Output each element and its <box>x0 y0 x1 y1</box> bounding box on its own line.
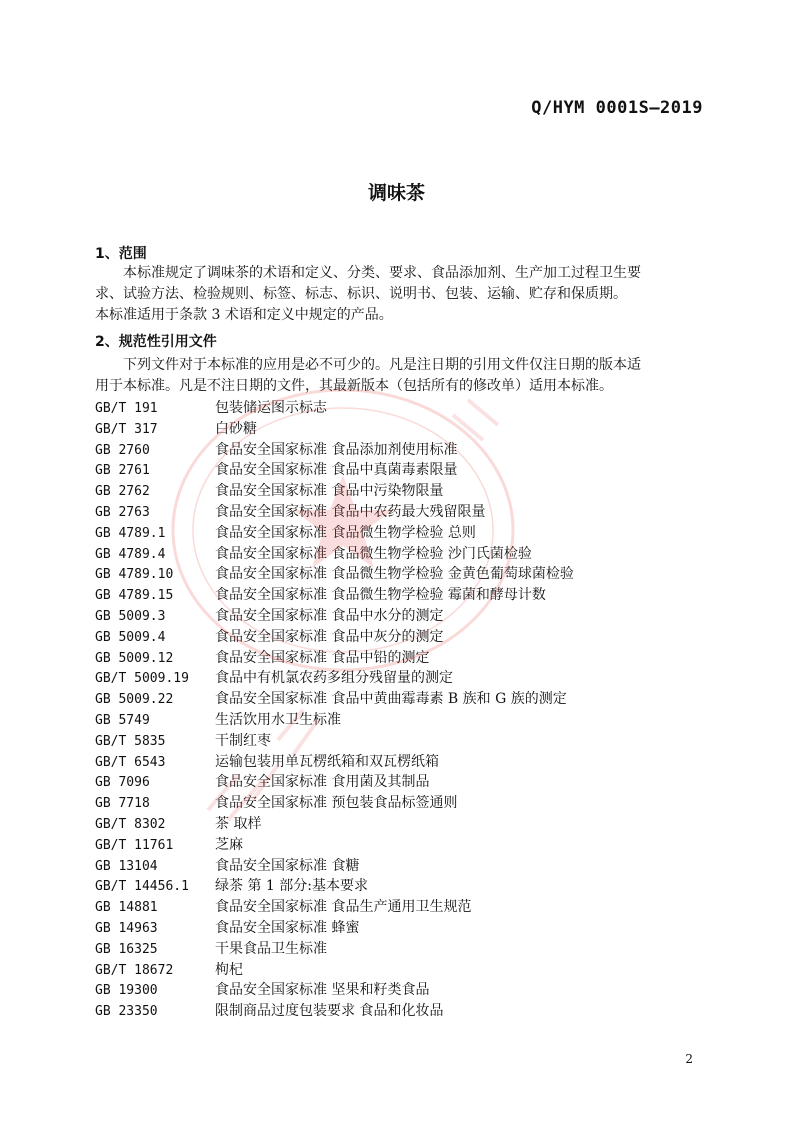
reference-title: 食品安全国家标准 蜂蜜 <box>215 919 360 936</box>
reference-title: 茶 取样 <box>215 815 262 832</box>
reference-title: 食品安全国家标准 食品添加剂使用标准 <box>215 441 458 458</box>
reference-code: GB 19300 <box>95 983 158 999</box>
reference-code: GB 5749 <box>95 712 150 728</box>
reference-title: 食品安全国家标准 食品微生物学检验 沙门氏菌检验 <box>215 545 532 562</box>
reference-code: GB/T 6543 <box>95 754 166 770</box>
reference-code: GB 5009.4 <box>95 629 166 645</box>
reference-title: 生活饮用水卫生标准 <box>215 711 341 728</box>
reference-title: 食品安全国家标准 食品中水分的测定 <box>215 607 444 624</box>
reference-code: GB 2760 <box>95 442 150 458</box>
reference-row <box>95 460 715 481</box>
reference-row <box>95 772 715 793</box>
reference-title: 食品安全国家标准 食品微生物学检验 金黄色葡萄球菌检验 <box>215 566 574 583</box>
reference-code: GB 4789.4 <box>95 546 166 562</box>
scope-line-2: 求、试验方法、检验规则、标签、标志、标识、说明书、包装、运输、贮存和保质期。 <box>95 286 627 302</box>
reference-code: GB 2763 <box>95 504 150 520</box>
reference-title: 白砂糖 <box>215 420 257 437</box>
reference-row <box>95 502 715 523</box>
document-title: 调味茶 <box>367 182 425 204</box>
reference-code: GB 23350 <box>95 1004 158 1020</box>
reference-title: 干果食品卫生标准 <box>215 940 327 957</box>
reference-row <box>95 689 715 710</box>
reference-code: GB/T 18672 <box>95 962 174 978</box>
reference-row <box>95 1001 715 1022</box>
reference-code: GB 14963 <box>95 920 158 936</box>
reference-title: 食品安全国家标准 食用菌及其制品 <box>215 774 430 791</box>
reference-code: GB 5009.22 <box>95 692 174 708</box>
reference-title: 食品安全国家标准 预包装食品标签通则 <box>215 795 458 812</box>
reference-row <box>95 564 715 585</box>
reference-code: GB 2761 <box>95 463 150 479</box>
reference-code: GB/T 14456.1 <box>95 879 189 895</box>
section-heading-normative: 2、规范性引用文件 <box>95 334 217 350</box>
reference-title: 食品安全国家标准 食品中灰分的测定 <box>215 628 444 645</box>
reference-row <box>95 939 715 960</box>
reference-code: GB/T 5835 <box>95 733 166 749</box>
reference-code: GB/T 8302 <box>95 816 166 832</box>
reference-title: 食品安全国家标准 食品中农药最大残留限量 <box>215 503 486 520</box>
reference-row <box>95 440 715 461</box>
reference-row <box>95 523 715 544</box>
reference-row <box>95 793 715 814</box>
reference-code: GB 13104 <box>95 858 158 874</box>
reference-code: GB 7718 <box>95 796 150 812</box>
reference-code: GB 5009.12 <box>95 650 174 666</box>
reference-code: GB 5009.3 <box>95 608 166 624</box>
reference-title: 干制红枣 <box>215 732 271 749</box>
page-number: 2 <box>685 1052 693 1066</box>
reference-row <box>95 398 715 419</box>
reference-code: GB 4789.1 <box>95 525 166 541</box>
reference-title: 食品中有机氯农药多组分残留量的测定 <box>215 670 453 687</box>
reference-row <box>95 419 715 440</box>
reference-code: GB 2762 <box>95 484 150 500</box>
reference-code: GB 4789.10 <box>95 567 174 583</box>
reference-title: 芝麻 <box>215 836 243 853</box>
reference-code: GB 4789.15 <box>95 588 174 604</box>
scope-line-1: 本标准规定了调味茶的术语和定义、分类、要求、食品添加剂、生产加工过程卫生要 <box>123 265 641 281</box>
section-heading-scope: 1、范围 <box>95 246 147 262</box>
reference-row <box>95 814 715 835</box>
reference-title: 绿茶 第 1 部分:基本要求 <box>215 878 368 895</box>
normative-line-1: 下列文件对于本标准的应用是必不可少的。凡是注日期的引用文件仅注日期的版本适 <box>123 357 641 373</box>
reference-row <box>95 918 715 939</box>
reference-title: 食品安全国家标准 食糖 <box>215 857 360 874</box>
reference-title: 枸杞 <box>215 961 243 978</box>
reference-row <box>95 960 715 981</box>
reference-title: 食品安全国家标准 坚果和籽类食品 <box>215 982 430 999</box>
reference-list <box>95 398 715 1022</box>
reference-row <box>95 606 715 627</box>
scope-line-3: 本标准适用于条款 3 术语和定义中规定的产品。 <box>95 307 393 323</box>
reference-title: 运输包装用单瓦楞纸箱和双瓦楞纸箱 <box>215 753 439 770</box>
reference-title: 食品安全国家标准 食品微生物学检验 总则 <box>215 524 476 541</box>
reference-code: GB 7096 <box>95 775 150 791</box>
reference-row <box>95 710 715 731</box>
reference-title: 限制商品过度包装要求 食品和化妆品 <box>215 1003 444 1020</box>
reference-row <box>95 668 715 689</box>
reference-row <box>95 897 715 918</box>
reference-row <box>95 835 715 856</box>
standard-code: Q/HYM 0001S—2019 <box>531 98 703 118</box>
reference-row <box>95 752 715 773</box>
reference-row <box>95 648 715 669</box>
reference-code: GB/T 5009.19 <box>95 671 189 687</box>
reference-title: 包装储运图示标志 <box>215 400 327 416</box>
reference-row <box>95 876 715 897</box>
reference-code: GB/T 191 <box>95 401 158 416</box>
reference-row <box>95 980 715 1001</box>
reference-row <box>95 481 715 502</box>
reference-title: 食品安全国家标准 食品中铅的测定 <box>215 649 430 666</box>
reference-row <box>95 731 715 752</box>
reference-code: GB 14881 <box>95 900 158 916</box>
reference-code: GB/T 11761 <box>95 837 174 853</box>
reference-row <box>95 627 715 648</box>
reference-code: GB/T 317 <box>95 421 158 437</box>
reference-row <box>95 544 715 565</box>
reference-title: 食品安全国家标准 食品生产通用卫生规范 <box>215 899 472 916</box>
normative-line-2: 用于本标准。凡是不注日期的文件，其最新版本（包括所有的修改单）适用本标准。 <box>95 378 613 394</box>
reference-title: 食品安全国家标准 食品中真菌毒素限量 <box>215 462 458 479</box>
reference-title: 食品安全国家标准 食品微生物学检验 霉菌和酵母计数 <box>215 587 546 604</box>
reference-code: GB 16325 <box>95 941 158 957</box>
reference-row <box>95 856 715 877</box>
reference-title: 食品安全国家标准 食品中污染物限量 <box>215 483 444 500</box>
reference-title: 食品安全国家标准 食品中黄曲霉毒素 B 族和 G 族的测定 <box>215 691 567 708</box>
reference-row <box>95 585 715 606</box>
